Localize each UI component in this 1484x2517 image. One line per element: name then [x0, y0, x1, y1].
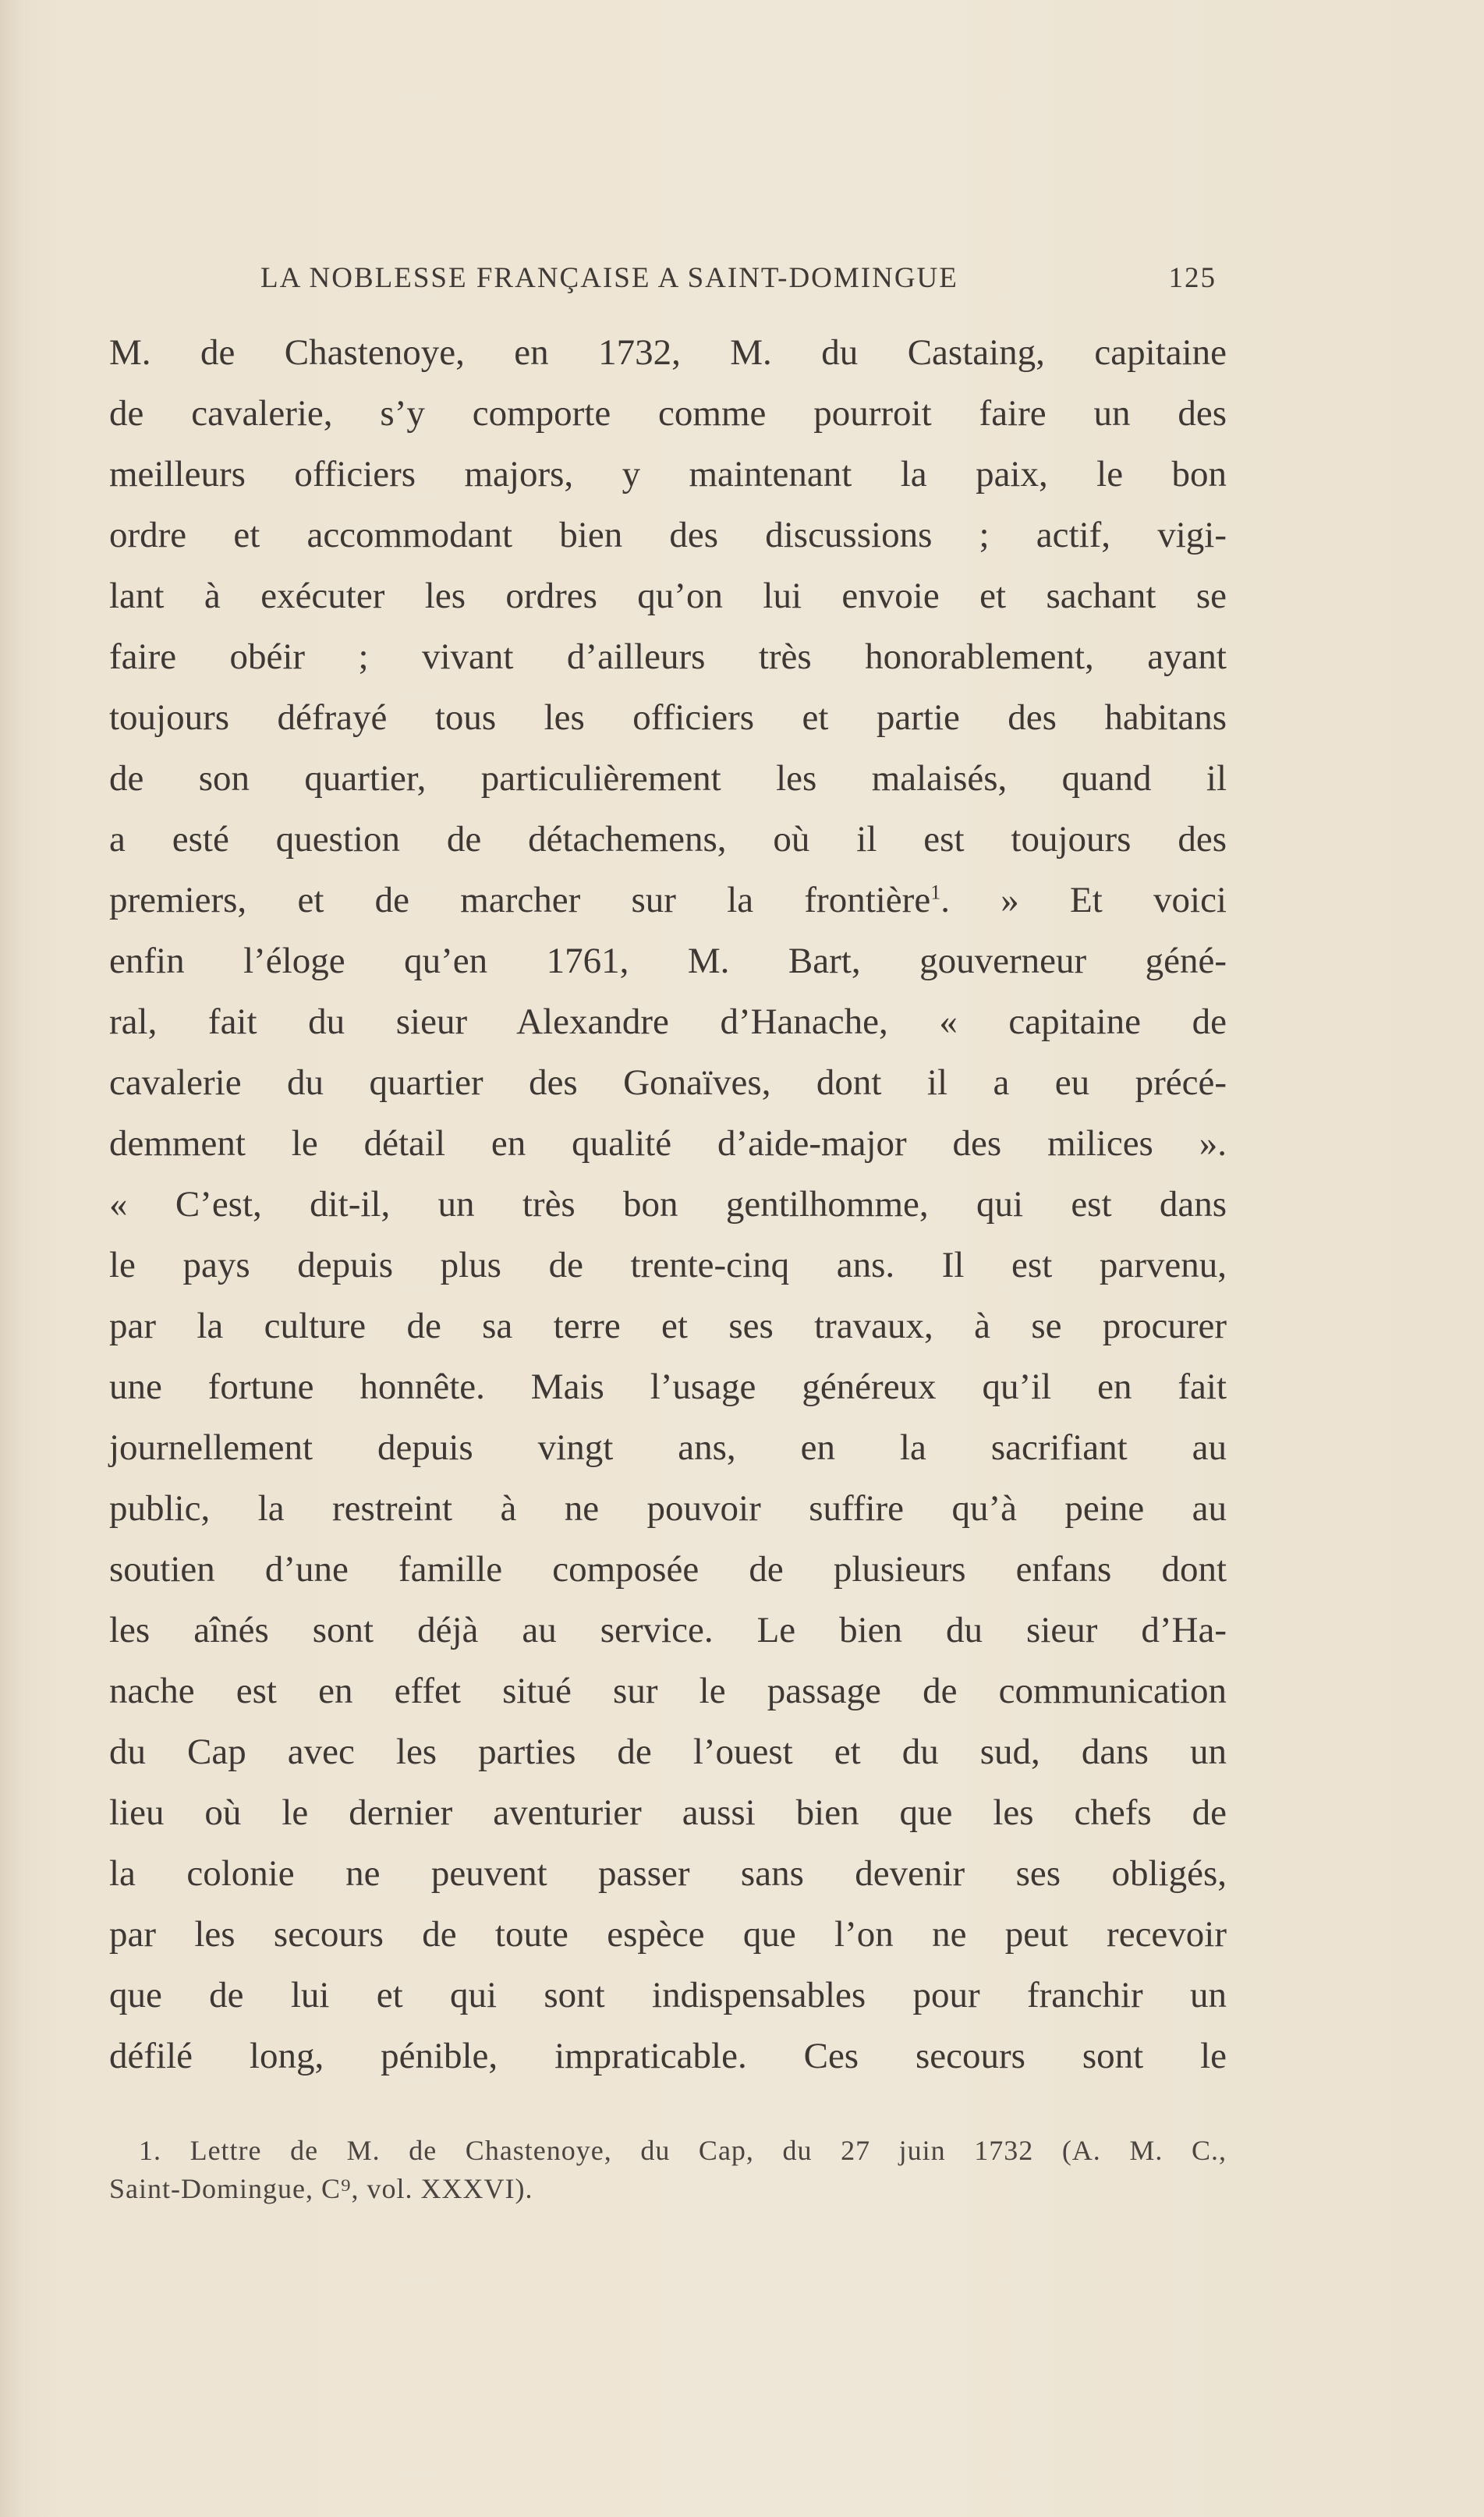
text-line: par les secours de toute espèce que l’on ne peut recevoir	[109, 1914, 1227, 1955]
text-line: M. de Chastenoye, en 1732, M. du Castaing, capitaine	[109, 332, 1227, 373]
footnote-marker: 1	[930, 881, 941, 904]
text-line: cavalerie du quartier des Gonaïves, dont il a eu précé-	[109, 1062, 1227, 1103]
text-line: une fortune honnête. Mais l’usage généreux qu’il en fait	[109, 1367, 1227, 1407]
text-line: du Cap avec les parties de l’ouest et du sud, dans un	[109, 1732, 1227, 1772]
page-number: 125	[1168, 262, 1217, 294]
text-line: « C’est, dit-il, un très bon gentilhomme, qui est dans	[109, 1184, 1227, 1225]
text-line: ordre et accommodant bien des discussions ; actif, vigi-	[109, 515, 1227, 555]
text-line: nache est en effet situé sur le passage de communication	[109, 1671, 1227, 1711]
text-line: meilleurs officiers majors, y maintenant la paix, le bon	[109, 454, 1227, 495]
text-line-part: premiers, et de marcher sur la frontière	[109, 880, 931, 920]
text-line: faire obéir ; vivant d’ailleurs très honorablement, ayant	[109, 636, 1227, 677]
text-line: enfin l’éloge qu’en 1761, M. Bart, gouverneur géné-	[109, 941, 1227, 981]
text-line: demment le détail en qualité d’aide-major des milices ».	[109, 1123, 1227, 1164]
text-line: par la culture de sa terre et ses travaux, à se procurer	[109, 1306, 1227, 1346]
text-line-part: . » Et voici	[940, 880, 1227, 920]
text-line: journellement depuis vingt ans, en la sacrifiant au	[109, 1427, 1227, 1468]
text-line: la colonie ne peuvent passer sans devenir ses obligés,	[109, 1853, 1227, 1894]
text-line: de cavalerie, s’y comporte comme pourroit faire un des	[109, 393, 1227, 434]
text-line: défilé long, pénible, impraticable. Ces secours sont le	[109, 2036, 1227, 2076]
body-text	[109, 322, 1227, 2086]
text-line-with-footnote	[109, 870, 1227, 931]
footnotes	[109, 2132, 1227, 2208]
text-line: toujours défrayé tous les officiers et partie des habitans	[109, 697, 1227, 738]
text-line: les aînés sont déjà au service. Le bien du sieur d’Ha-	[109, 1610, 1227, 1650]
footnote-line: Saint-Domingue, C⁹, vol. XXXVI).	[109, 2173, 533, 2204]
text-line: le pays depuis plus de trente-cinq ans. Il est parvenu,	[109, 1245, 1227, 1285]
text-line: que de lui et qui sont indispensables pour franchir un	[109, 1975, 1227, 2015]
text-line: soutien d’une famille composée de plusieurs enfans dont	[109, 1549, 1227, 1590]
text-line: ral, fait du sieur Alexandre d’Hanache, « capitaine de	[109, 1001, 1227, 1042]
text-line: public, la restreint à ne pouvoir suffire qu’à peine au	[109, 1488, 1227, 1529]
text-line: a esté question de détachemens, où il est toujours des	[109, 819, 1227, 860]
footnote-line: 1. Lettre de M. de Chastenoye, du Cap, du 27 juin 1732 (A. M. C.,	[139, 2135, 1227, 2166]
running-title: LA NOBLESSE FRANÇAISE A SAINT-DOMINGUE	[260, 262, 958, 294]
text-line: lant à exécuter les ordres qu’on lui envoie et sachant se	[109, 576, 1227, 616]
text-line: de son quartier, particulièrement les malaisés, quand il	[109, 758, 1227, 799]
text-line: lieu où le dernier aventurier aussi bien que les chefs de	[109, 1792, 1227, 1833]
